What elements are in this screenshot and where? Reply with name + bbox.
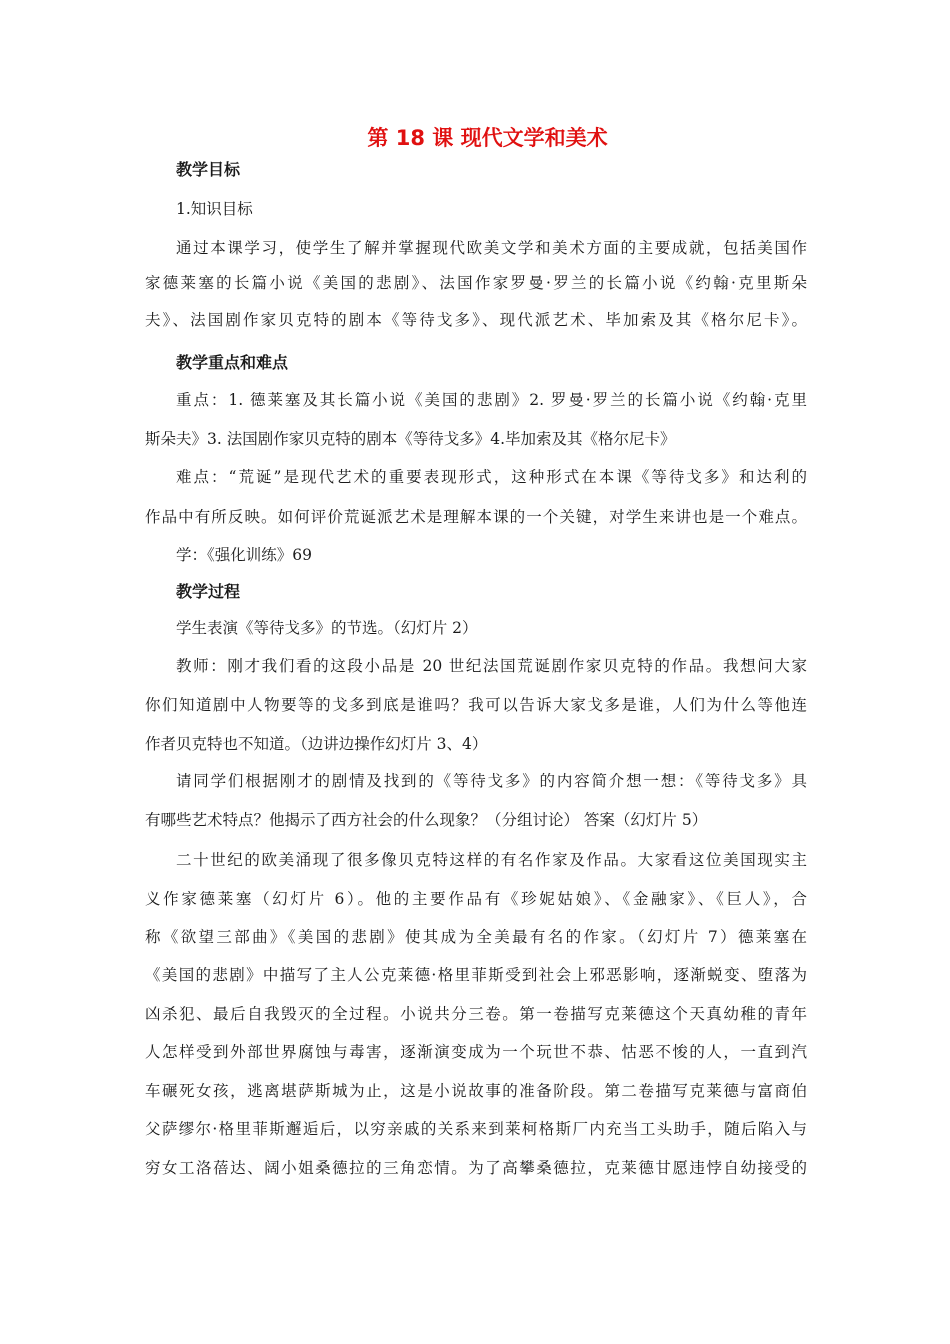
paragraph-line: 作者贝克特也不知道。（边讲边操作幻灯片 3、4） bbox=[145, 735, 488, 753]
paragraph-line: 二十世纪的欧美涌现了很多像贝克特这样的有名作家及作品。大家看这位美国现实主 bbox=[176, 851, 807, 869]
heading-objectives: 教学目标 bbox=[176, 160, 241, 179]
paragraph-line: 你们知道剧中人物要等的戈多到底是谁吗？我可以告诉大家戈多是谁，人们为什么等他连 bbox=[145, 696, 807, 714]
paragraph-line: 通过本课学习，使学生了解并掌握现代欧美文学和美术方面的主要成就，包括美国作 bbox=[176, 239, 807, 257]
heading-key-points: 教学重点和难点 bbox=[176, 353, 289, 372]
paragraph-line: 人怎样受到外部世界腐蚀与毒害，逐渐演变成为一个玩世不恭、怙恶不悛的人，一直到汽 bbox=[145, 1043, 807, 1061]
paragraph-line: 称《欲望三部曲》《美国的悲剧》使其成为全美最有名的作家。（幻灯片 7）德莱塞在 bbox=[145, 928, 807, 946]
page-title: 第 18 课 现代文学和美术 bbox=[367, 126, 608, 150]
paragraph-line: 学生表演《等待戈多》的节选。（幻灯片 2） bbox=[176, 619, 478, 637]
paragraph-line: 《美国的悲剧》中描写了主人公克莱德·格里菲斯受到社会上邪恶影响，逐渐蜕变、堕落为 bbox=[145, 966, 807, 984]
paragraph-line: 车碾死女孩，逃离堪萨斯城为止，这是小说故事的准备阶段。第二卷描写克莱德与富商伯 bbox=[145, 1082, 807, 1100]
paragraph-line: 请同学们根据刚才的剧情及找到的《等待戈多》的内容简介想一想：《等待戈多》具 bbox=[176, 772, 807, 790]
subheading-knowledge: 1.知识目标 bbox=[176, 200, 253, 218]
paragraph-line: 重点：1. 德莱塞及其长篇小说《美国的悲剧》2. 罗曼·罗兰的长篇小说《约翰·克里 bbox=[176, 391, 807, 409]
paragraph-line: 父萨缪尔·格里菲斯邂逅后，以穷亲戚的关系来到莱柯格斯厂内充当工头助手，随后陷入与 bbox=[145, 1120, 807, 1138]
paragraph-line: 难点：“荒诞”是现代艺术的重要表现形式，这种形式在本课《等待戈多》和达利的 bbox=[176, 468, 807, 486]
paragraph-line: 斯朵夫》3. 法国剧作家贝克特的剧本《等待戈多》4.毕加索及其《格尔尼卡》 bbox=[145, 430, 676, 448]
paragraph-line: 夫》、法国剧作家贝克特的剧本《等待戈多》、现代派艺术、毕加索及其《格尔尼卡》。 bbox=[145, 311, 807, 329]
paragraph-line: 有哪些艺术特点？他揭示了西方社会的什么现象？（分组讨论） 答案（幻灯片 5） bbox=[145, 811, 708, 829]
paragraph-line: 学：《强化训练》69 bbox=[176, 546, 312, 564]
paragraph-line: 作品中有所反映。如何评价荒诞派艺术是理解本课的一个关键，对学生来讲也是一个难点。 bbox=[145, 508, 807, 526]
paragraph-line: 穷女工洛蓓达、阔小姐桑德拉的三角恋情。为了高攀桑德拉，克莱德甘愿违悖自幼接受的 bbox=[145, 1159, 807, 1177]
paragraph-line: 义作家德莱塞（幻灯片 6）。他的主要作品有《珍妮姑娘》、《金融家》、《巨人》，合 bbox=[145, 890, 807, 908]
heading-process: 教学过程 bbox=[176, 582, 241, 601]
paragraph-line: 凶杀犯、最后自我毁灭的全过程。小说共分三卷。第一卷描写克莱德这个天真幼稚的青年 bbox=[145, 1005, 807, 1023]
paragraph-line: 教师：刚才我们看的这段小品是 20 世纪法国荒诞剧作家贝克特的作品。我想问大家 bbox=[176, 657, 807, 675]
paragraph-line: 家德莱塞的长篇小说《美国的悲剧》、法国作家罗曼·罗兰的长篇小说《约翰·克里斯朵 bbox=[145, 274, 807, 292]
